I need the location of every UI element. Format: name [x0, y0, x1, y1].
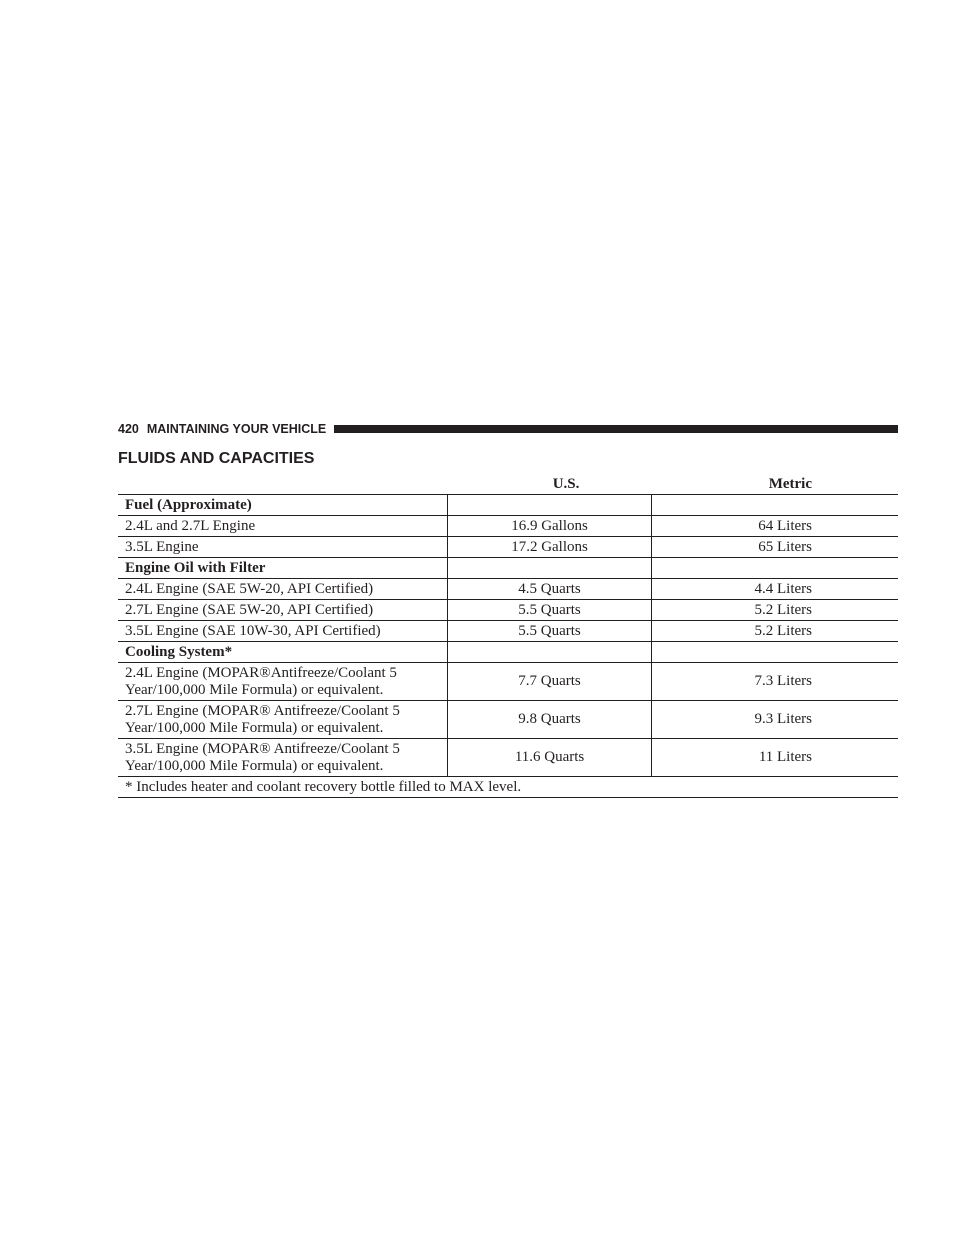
group-row-engine-oil	[118, 558, 898, 579]
table-row	[118, 579, 898, 600]
table-header-row	[118, 474, 898, 495]
row-description-line1: 2.4L Engine (MOPAR®Antifreeze/Coolant 5	[125, 664, 397, 681]
group-label: Fuel (Approximate)	[118, 495, 448, 516]
table-row	[118, 621, 898, 642]
us-value: 7.7 Quarts	[448, 663, 652, 701]
metric-value: 9.3 Liters	[651, 701, 898, 739]
metric-value: 4.4 Liters	[651, 579, 898, 600]
row-description-line1: 2.7L Engine (MOPAR® Antifreeze/Coolant 5	[125, 702, 400, 719]
metric-value: 7.3 Liters	[651, 663, 898, 701]
us-value: 11.6 Quarts	[448, 739, 652, 777]
metric-value: 5.2 Liters	[651, 621, 898, 642]
row-description	[118, 663, 448, 701]
group-label: Engine Oil with Filter	[118, 558, 448, 579]
group-label: Cooling System*	[118, 642, 448, 663]
row-description-line1: 3.5L Engine (MOPAR® Antifreeze/Coolant 5	[125, 740, 400, 757]
row-description: 3.5L Engine	[118, 537, 448, 558]
page-header	[118, 420, 898, 438]
column-header-us: U.S.	[448, 474, 652, 495]
page-title: FLUIDS AND CAPACITIES	[118, 450, 315, 467]
empty-cell	[651, 642, 898, 663]
metric-value: 5.2 Liters	[651, 600, 898, 621]
group-row-cooling-system	[118, 642, 898, 663]
page-number: 420	[118, 422, 139, 436]
row-description: 2.4L Engine (SAE 5W-20, API Certified)	[118, 579, 448, 600]
footnote-row	[118, 777, 898, 798]
empty-cell	[448, 642, 652, 663]
group-row-fuel	[118, 495, 898, 516]
row-description: 2.4L and 2.7L Engine	[118, 516, 448, 537]
table-row	[118, 739, 898, 777]
us-value: 9.8 Quarts	[448, 701, 652, 739]
footnote: * Includes heater and coolant recovery bottle filled to MAX level.	[118, 777, 898, 798]
empty-cell	[448, 558, 652, 579]
metric-value: 64 Liters	[651, 516, 898, 537]
row-description-line2: Year/100,000 Mile Formula) or equivalent.	[125, 681, 384, 698]
capacities-table	[118, 474, 898, 798]
us-value: 16.9 Gallons	[448, 516, 652, 537]
row-description: 2.7L Engine (SAE 5W-20, API Certified)	[118, 600, 448, 621]
row-description: 3.5L Engine (SAE 10W-30, API Certified)	[118, 621, 448, 642]
row-description-line2: Year/100,000 Mile Formula) or equivalent.	[125, 719, 384, 736]
us-value: 17.2 Gallons	[448, 537, 652, 558]
column-header-description	[118, 474, 448, 495]
metric-value: 11 Liters	[651, 739, 898, 777]
empty-cell	[651, 558, 898, 579]
us-value: 5.5 Quarts	[448, 600, 652, 621]
table-row	[118, 663, 898, 701]
us-value: 4.5 Quarts	[448, 579, 652, 600]
table-row	[118, 516, 898, 537]
row-description	[118, 739, 448, 777]
section-name: MAINTAINING YOUR VEHICLE	[146, 422, 327, 436]
empty-cell	[448, 495, 652, 516]
table-row	[118, 600, 898, 621]
empty-cell	[651, 495, 898, 516]
row-description	[118, 701, 448, 739]
table-row	[118, 537, 898, 558]
row-description-line2: Year/100,000 Mile Formula) or equivalent.	[125, 757, 384, 774]
us-value: 5.5 Quarts	[448, 621, 652, 642]
column-header-metric: Metric	[651, 474, 898, 495]
header-rule	[334, 425, 898, 433]
metric-value: 65 Liters	[651, 537, 898, 558]
table-row	[118, 701, 898, 739]
